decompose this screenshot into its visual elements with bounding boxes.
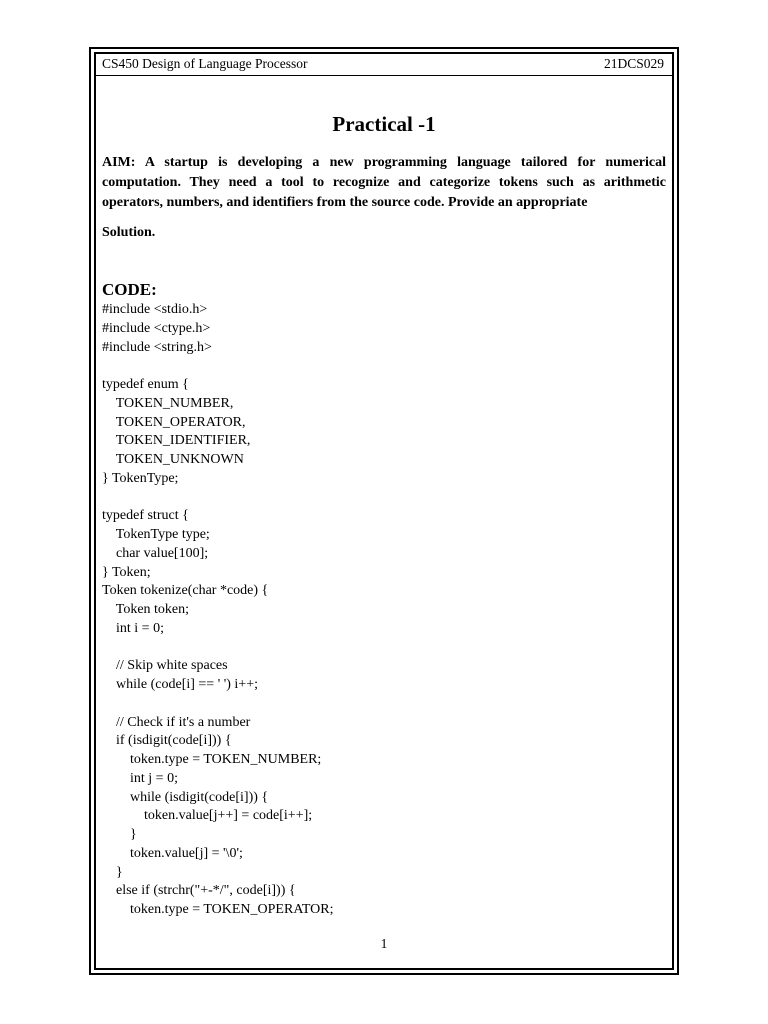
code-line: TOKEN_NUMBER, bbox=[102, 395, 234, 411]
code-line: else if (strchr("+-*/", code[i])) { bbox=[102, 883, 296, 899]
code-line: token.type = TOKEN_NUMBER; bbox=[102, 752, 322, 767]
header-course: CS450 Design of Language Processor bbox=[102, 56, 308, 71]
page-number: 1 bbox=[380, 936, 388, 951]
code-line: #include <string.h> bbox=[102, 339, 212, 355]
code-line: if (isdigit(code[i])) { bbox=[102, 733, 232, 749]
code-block bbox=[102, 301, 662, 920]
code-line: #include <ctype.h> bbox=[102, 320, 211, 336]
code-line: int j = 0; bbox=[102, 770, 178, 786]
code-line: token.type = TOKEN_OPERATOR; bbox=[102, 902, 334, 917]
code-line: TOKEN_OPERATOR, bbox=[102, 414, 246, 430]
code-line bbox=[102, 357, 662, 376]
page-title: Practical -1 bbox=[332, 112, 436, 136]
header-student-id: 21DCS029 bbox=[603, 56, 664, 71]
code-line: } bbox=[102, 864, 123, 880]
code-line: char value[100]; bbox=[102, 545, 209, 561]
code-line: Token tokenize(char *code) { bbox=[102, 583, 269, 599]
code-line: TOKEN_IDENTIFIER, bbox=[102, 433, 251, 449]
code-line: #include <stdio.h> bbox=[102, 302, 208, 317]
code-heading: CODE: bbox=[102, 280, 157, 299]
code-line: // Check if it's a number bbox=[102, 714, 251, 730]
code-line: TOKEN_UNKNOWN bbox=[102, 452, 244, 467]
code-line: } bbox=[102, 827, 137, 842]
code-line: typedef enum { bbox=[102, 377, 189, 392]
code-line: while (code[i] == ' ') i++; bbox=[102, 677, 258, 692]
code-line bbox=[102, 639, 662, 658]
code-line: token.value[j++] = code[i++]; bbox=[102, 808, 313, 824]
code-line bbox=[102, 695, 662, 714]
code-line: TokenType type; bbox=[102, 527, 210, 542]
code-line: while (isdigit(code[i])) { bbox=[102, 789, 269, 805]
aim-paragraph: AIM: A startup is developing a new programming language tailored for numerical computation. They need a tool to recognize and categorize tokens such as arithmetic operators, numbers, and identifiers from the source code. Provide an appropriate bbox=[102, 155, 666, 210]
code-line: Token token; bbox=[102, 602, 190, 617]
aim-tail: Solution. bbox=[102, 225, 156, 240]
header-rule bbox=[96, 75, 672, 76]
code-line: // Skip white spaces bbox=[102, 658, 228, 674]
code-line: token.value[j] = '\0'; bbox=[102, 845, 243, 861]
code-line: } Token; bbox=[102, 564, 151, 580]
code-line: typedef struct { bbox=[102, 508, 189, 524]
code-line: int i = 0; bbox=[102, 620, 164, 636]
code-line bbox=[102, 489, 662, 508]
code-line: } TokenType; bbox=[102, 470, 179, 486]
